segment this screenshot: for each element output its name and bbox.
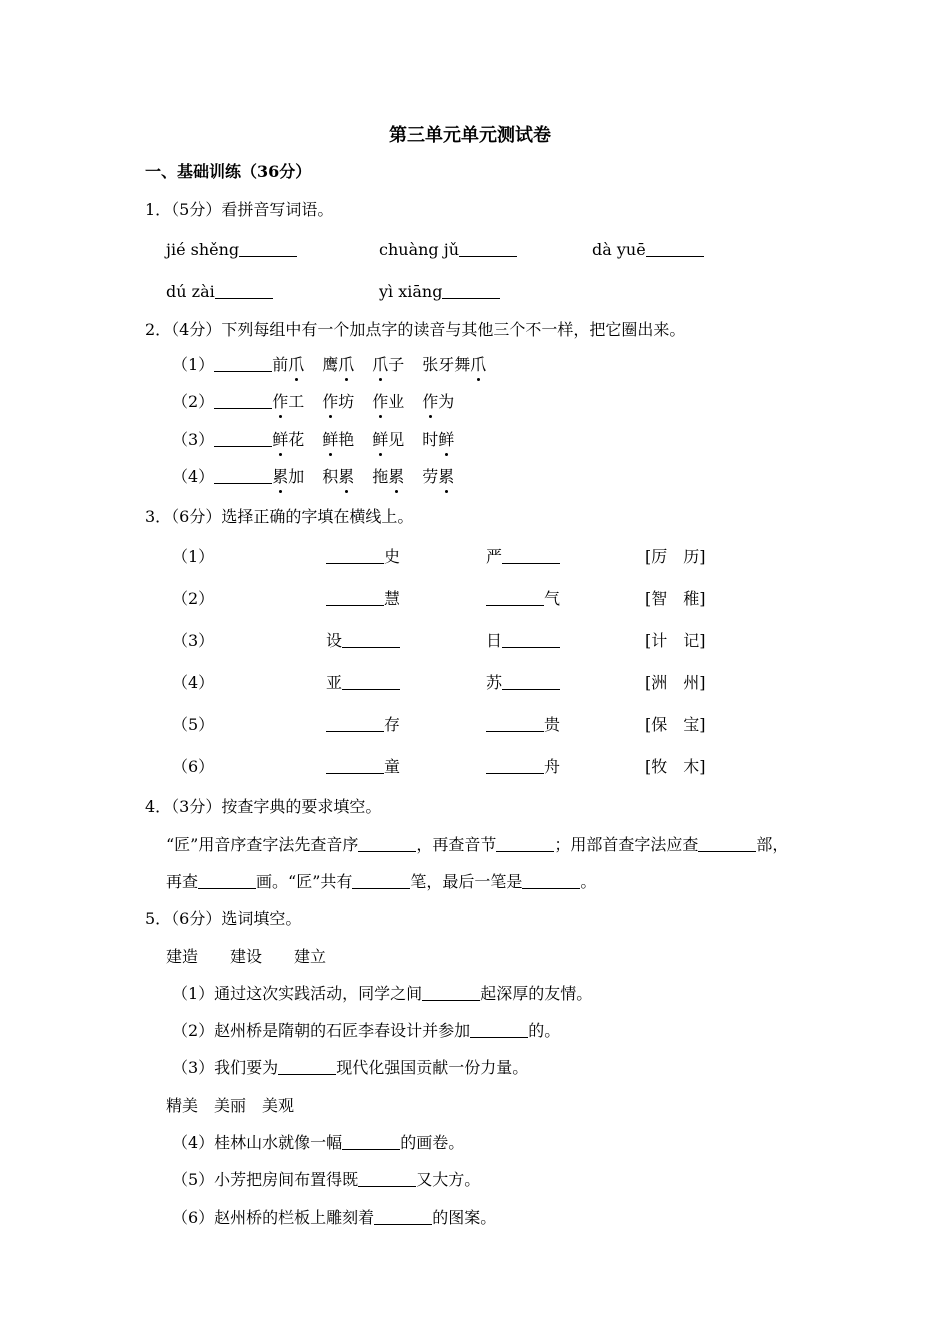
answer-blank[interactable] xyxy=(646,240,704,257)
word-option[interactable]: 作业 xyxy=(372,392,405,411)
item-number: （3） xyxy=(172,430,215,449)
answer-blank[interactable] xyxy=(342,673,400,690)
word-option[interactable]: 劳累 xyxy=(422,467,455,486)
fill-word: 舟 xyxy=(486,757,560,777)
dotted-char: 累 xyxy=(338,467,355,486)
dotted-char: 作 xyxy=(272,392,289,411)
answer-blank[interactable] xyxy=(502,673,560,690)
pinyin-item: dú zài xyxy=(166,282,273,302)
q5-sentence: （2）赵州桥是隋朝的石匠李春设计并参加 的。 xyxy=(172,1021,561,1040)
answer-blank[interactable] xyxy=(214,355,272,372)
answer-blank[interactable] xyxy=(342,631,400,648)
answer-blank[interactable] xyxy=(486,589,544,606)
dotted-char: 爪 xyxy=(338,355,355,374)
word-bank-1: 建造 建设 建立 xyxy=(166,947,327,966)
fill-word: 亚 xyxy=(326,673,400,693)
question-3-label: 3．（6分）选择正确的字填在横线上。 xyxy=(145,507,414,526)
answer-blank[interactable] xyxy=(352,872,410,889)
answer-blank[interactable] xyxy=(374,1208,432,1225)
q5-sentence: （4）桂林山水就像一幅 的画卷。 xyxy=(172,1133,465,1152)
pinyin-item: yì xiāng xyxy=(379,282,500,302)
section-heading: 一、基础训练（36分） xyxy=(145,162,312,181)
answer-blank[interactable] xyxy=(215,282,273,299)
dotted-char: 爪 xyxy=(470,355,487,374)
q5-sentence: （1）通过这次实践活动，同学之间 起深厚的友情。 xyxy=(172,984,593,1003)
question-4-label: 4．（3分）按查字典的要求填空。 xyxy=(145,797,382,816)
q2-row xyxy=(172,467,454,487)
dotted-char: 累 xyxy=(272,467,289,486)
word-option[interactable]: 鲜花 xyxy=(272,430,305,449)
dotted-char: 作 xyxy=(422,392,439,411)
word-option[interactable]: 鲜艳 xyxy=(322,430,355,449)
answer-blank[interactable] xyxy=(342,1133,400,1150)
answer-blank[interactable] xyxy=(326,757,384,774)
q2-row xyxy=(172,430,454,450)
word-option[interactable]: 作坊 xyxy=(322,392,355,411)
item-number: （5） xyxy=(172,715,215,734)
fill-word: 气 xyxy=(486,589,560,609)
item-number: （2） xyxy=(172,392,215,411)
answer-blank[interactable] xyxy=(278,1058,336,1075)
answer-blank[interactable] xyxy=(522,872,580,889)
word-option[interactable]: 时鲜 xyxy=(422,430,455,449)
word-option[interactable]: 累加 xyxy=(272,467,305,486)
char-options: [计 记] xyxy=(645,631,706,650)
dotted-char: 爪 xyxy=(288,355,305,374)
answer-blank[interactable] xyxy=(422,984,480,1001)
pinyin-item: jié shěng xyxy=(166,240,297,260)
question-1-label: 1．（5分）看拼音写词语。 xyxy=(145,200,334,219)
word-option[interactable]: 张牙舞爪 xyxy=(422,355,487,374)
word-option[interactable]: 爪子 xyxy=(372,355,405,374)
char-options: [牧 木] xyxy=(645,757,706,776)
answer-blank[interactable] xyxy=(442,282,500,299)
dotted-char: 累 xyxy=(388,467,405,486)
dotted-char: 鲜 xyxy=(372,430,389,449)
fill-word: 童 xyxy=(326,757,400,777)
question-2-label: 2．（4分）下列每组中有一个加点字的读音与其他三个不一样，把它圈出来。 xyxy=(145,320,686,339)
fill-word: 苏 xyxy=(486,673,560,693)
answer-blank[interactable] xyxy=(698,835,756,852)
q4-line-1: “匠”用音序查字法先查音序 ，再查音节 ；用部首查字法应查 部， xyxy=(166,835,789,854)
answer-blank[interactable] xyxy=(459,240,517,257)
item-number: （2） xyxy=(172,589,215,608)
dotted-char: 鲜 xyxy=(438,430,455,449)
dotted-char: 爪 xyxy=(372,355,389,374)
fill-word: 慧 xyxy=(326,589,400,609)
q2-row xyxy=(172,355,486,375)
answer-blank[interactable] xyxy=(470,1021,528,1038)
dotted-char: 鲜 xyxy=(272,430,289,449)
answer-blank[interactable] xyxy=(358,835,416,852)
dotted-char: 累 xyxy=(438,467,455,486)
word-option[interactable]: 鹰爪 xyxy=(322,355,355,374)
answer-blank[interactable] xyxy=(239,240,297,257)
dotted-char: 鲜 xyxy=(322,430,339,449)
answer-blank[interactable] xyxy=(496,835,554,852)
fill-word: 设 xyxy=(326,631,400,651)
fill-word: 严 xyxy=(486,547,560,567)
q5-sentence: （6）赵州桥的栏板上雕刻着 的图案。 xyxy=(172,1208,497,1227)
item-number: （1） xyxy=(172,547,215,566)
answer-blank[interactable] xyxy=(502,547,560,564)
dotted-char: 作 xyxy=(372,392,389,411)
item-number: （4） xyxy=(172,467,215,486)
answer-blank[interactable] xyxy=(486,715,544,732)
word-option[interactable]: 作工 xyxy=(272,392,305,411)
item-number: （3） xyxy=(172,631,215,650)
fill-word: 存 xyxy=(326,715,400,735)
answer-blank[interactable] xyxy=(486,757,544,774)
char-options: [厉 历] xyxy=(645,547,706,566)
question-5-label: 5．（6分）选词填空。 xyxy=(145,909,302,928)
answer-blank[interactable] xyxy=(502,631,560,648)
answer-blank[interactable] xyxy=(326,715,384,732)
fill-word: 史 xyxy=(326,547,400,567)
q4-line-2: 再查 画。“匠”共有 笔，最后一笔是 。 xyxy=(166,872,597,891)
answer-blank[interactable] xyxy=(326,547,384,564)
answer-blank[interactable] xyxy=(214,392,272,409)
q5-sentence: （5）小芳把房间布置得既 又大方。 xyxy=(172,1170,481,1189)
page-title: 第三单元单元测试卷 xyxy=(389,125,551,146)
answer-blank[interactable] xyxy=(214,430,272,447)
word-option[interactable]: 积累 xyxy=(322,467,355,486)
item-number: （6） xyxy=(172,757,215,776)
char-options: [保 宝] xyxy=(645,715,706,734)
answer-blank[interactable] xyxy=(198,872,256,889)
char-options: [智 稚] xyxy=(645,589,706,608)
item-number: （4） xyxy=(172,673,215,692)
word-option[interactable]: 作为 xyxy=(422,392,455,411)
answer-blank[interactable] xyxy=(214,467,272,484)
item-number: （1） xyxy=(172,355,215,374)
word-option[interactable]: 前爪 xyxy=(272,355,305,374)
pinyin-item: chuàng jǔ xyxy=(379,240,517,260)
fill-word: 贵 xyxy=(486,715,560,735)
pinyin-item: dà yuē xyxy=(592,240,704,260)
word-option[interactable]: 鲜见 xyxy=(372,430,405,449)
answer-blank[interactable] xyxy=(326,589,384,606)
char-options: [洲 州] xyxy=(645,673,706,692)
q5-sentence: （3）我们要为 现代化强国贡献一份力量。 xyxy=(172,1058,529,1077)
word-bank-2: 精美 美丽 美观 xyxy=(166,1096,295,1115)
answer-blank[interactable] xyxy=(358,1170,416,1187)
word-option[interactable]: 拖累 xyxy=(372,467,405,486)
fill-word: 日 xyxy=(486,631,560,651)
q2-row xyxy=(172,392,454,412)
dotted-char: 作 xyxy=(322,392,339,411)
